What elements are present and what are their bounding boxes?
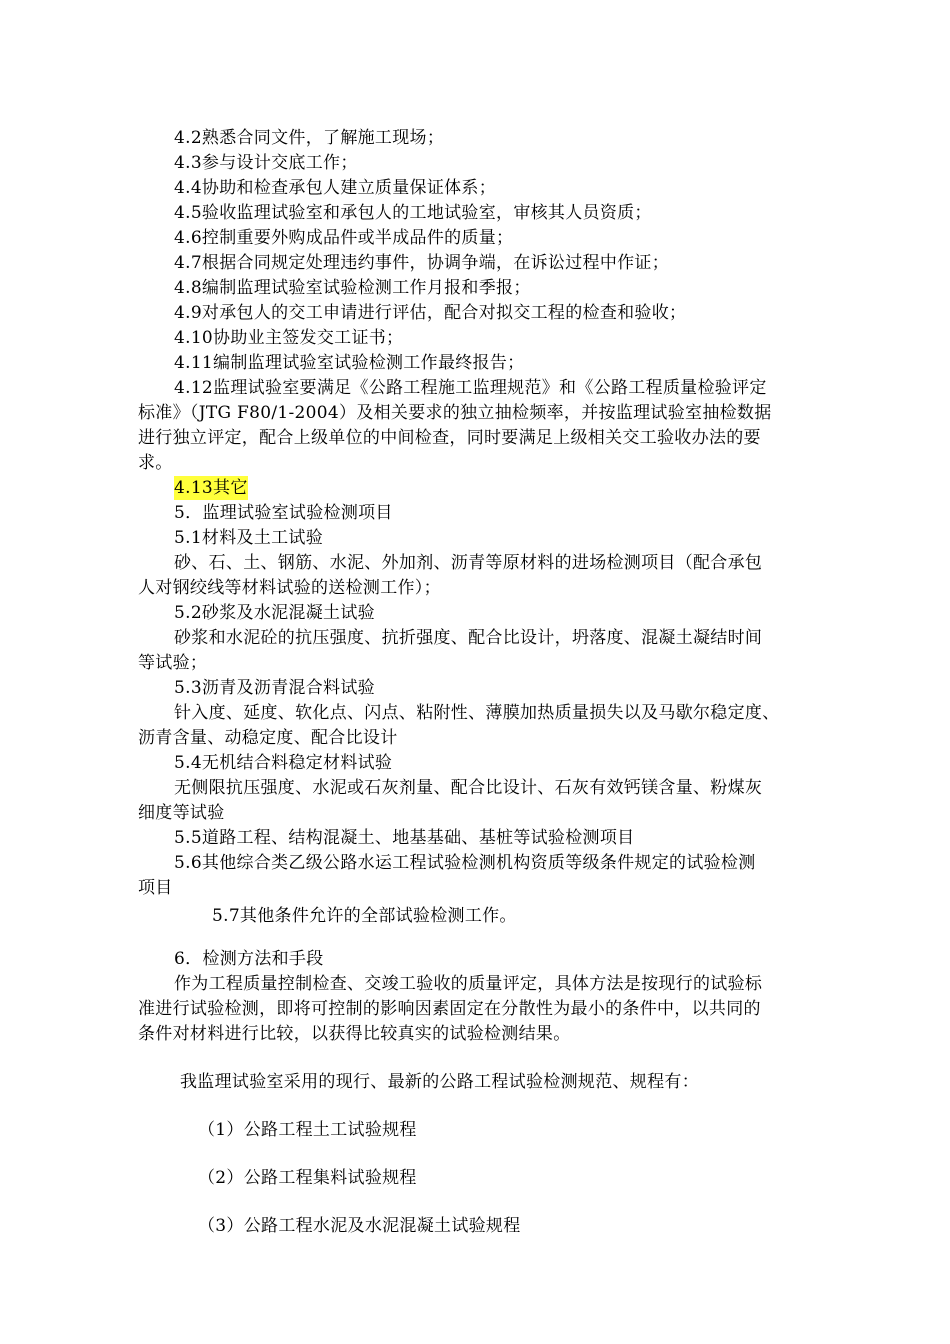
list-item: （3）公路工程水泥及水泥混凝土试验规程 [198, 1216, 521, 1236]
text-line: 5.3沥青及沥青混合料试验 [174, 678, 375, 698]
text-line: 我监理试验室采用的现行、最新的公路工程试验检测规范、规程有： [180, 1072, 699, 1092]
text-line: 5.6其他综合类乙级公路水运工程试验检测机构资质等级条件规定的试验检测 [174, 853, 756, 873]
highlighted-text-line: 4.13其它 [174, 478, 248, 498]
text-line: 5.4无机结合料稳定材料试验 [174, 753, 393, 773]
text-line: 条件对材料进行比较，以获得比较真实的试验检测结果。 [138, 1024, 571, 1044]
text-line: 求。 [138, 453, 173, 473]
text-line: 4.7根据合同规定处理违约事件，协调争端，在诉讼过程中作证； [174, 253, 670, 273]
text-line: 4.5验收监理试验室和承包人的工地试验室，审核其人员资质； [174, 203, 652, 223]
text-line: 4.10协助业主签发交工证书； [174, 328, 404, 348]
text-line: 作为工程质量控制检查、交竣工验收的质量评定，具体方法是按现行的试验标 [174, 974, 763, 994]
text-line: 细度等试验 [138, 803, 225, 823]
text-line: 5.5道路工程、结构混凝土、地基基础、基桩等试验检测项目 [174, 828, 635, 848]
text-line: 人对钢绞线等材料试验的送检测工作）； [138, 578, 441, 598]
text-line: 4.4协助和检查承包人建立质量保证体系； [174, 178, 497, 198]
text-line: 沥青含量、动稳定度、配合比设计 [138, 728, 398, 748]
text-line: 进行独立评定，配合上级单位的中间检查，同时要满足上级相关交工验收办法的要 [138, 428, 761, 448]
list-item: （1）公路工程土工试验规程 [198, 1120, 417, 1140]
text-line: 4.12监理试验室要满足《公路工程施工监理规范》和《公路工程质量检验评定 [174, 378, 767, 398]
text-line: 砂、石、土、钢筋、水泥、外加剂、沥青等原材料的进场检测项目（配合承包 [174, 553, 763, 573]
text-line: 4.11编制监理试验室试验检测工作最终报告； [174, 353, 525, 373]
text-line: 4.9对承包人的交工申请进行评估，配合对拟交工程的检查和验收； [174, 303, 687, 323]
text-line: 标准》（JTG F80/1-2004）及相关要求的独立抽检频率，并按监理试验室抽检数据 [138, 403, 772, 423]
text-line: 4.6控制重要外购成品件或半成品件的质量； [174, 228, 514, 248]
text-line: 砂浆和水泥砼的抗压强度、抗折强度、配合比设计，坍落度、混凝土凝结时间 [174, 628, 763, 648]
text-line: 针入度、延度、软化点、闪点、粘附性、薄膜加热质量损失以及马歇尔稳定度、 [174, 703, 780, 723]
text-line: 等试验； [138, 653, 208, 673]
text-line: 5.1材料及土工试验 [174, 528, 324, 548]
text-line: 无侧限抗压强度、水泥或石灰剂量、配合比设计、石灰有效钙镁含量、粉煤灰 [174, 778, 763, 798]
text-line: 4.3参与设计交底工作； [174, 153, 358, 173]
section-heading: 6．检测方法和手段 [174, 949, 324, 969]
text-line: 5.7其他条件允许的全部试验检测工作。 [212, 906, 517, 926]
section-heading: 5．监理试验室试验检测项目 [174, 503, 393, 523]
text-line: 4.2熟悉合同文件，了解施工现场； [174, 128, 445, 148]
text-line: 5.2砂浆及水泥混凝土试验 [174, 603, 375, 623]
list-item: （2）公路工程集料试验规程 [198, 1168, 417, 1188]
text-line: 准进行试验检测，即将可控制的影响因素固定在分散性为最小的条件中，以共同的 [138, 999, 761, 1019]
text-line: 项目 [138, 878, 173, 898]
text-line: 4.8编制监理试验室试验检测工作月报和季报； [174, 278, 531, 298]
